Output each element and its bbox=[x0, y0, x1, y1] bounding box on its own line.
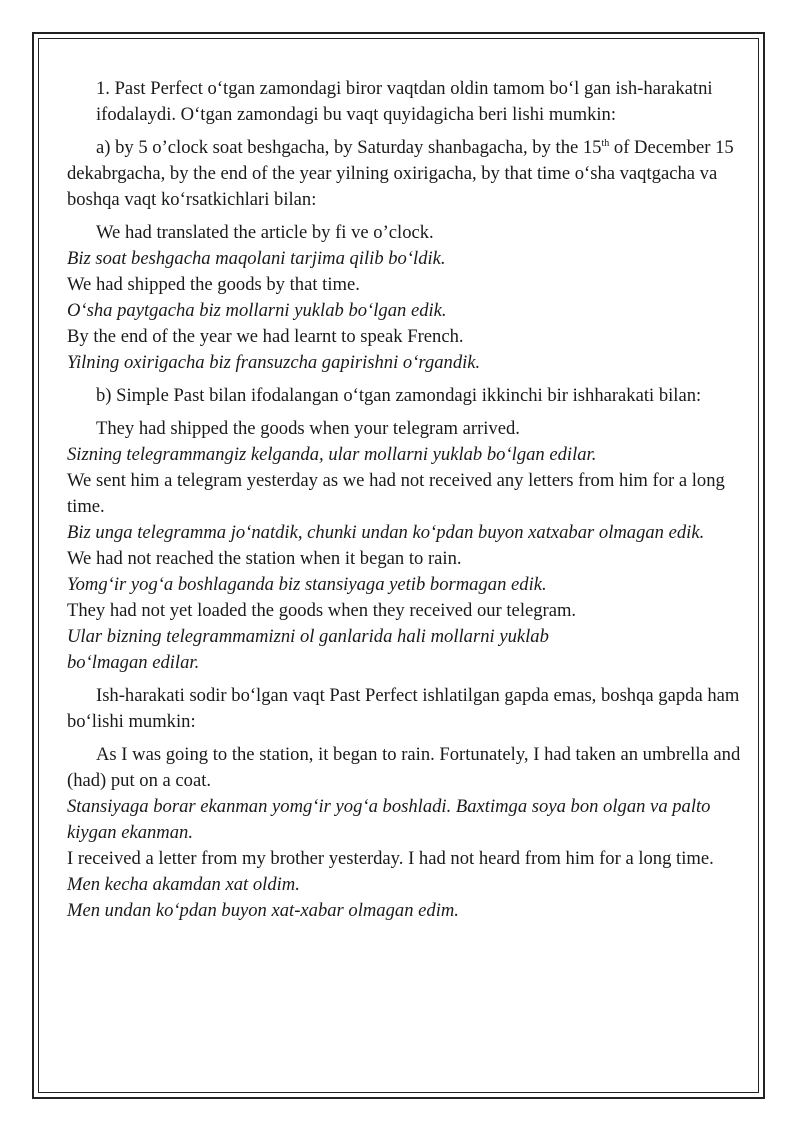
example-uzbek-3: Yilning oxirigacha biz fransuzcha gapirishni o‘rgandik. bbox=[67, 352, 481, 373]
example-uzbek-7-line-2: bo‘lmagan edilar. bbox=[67, 652, 200, 673]
example-english-5: We sent him a telegram yesterday as we had not received any letters from him for a long time. bbox=[67, 470, 725, 517]
example-uzbek-1: Biz soat beshgacha maqolani tarjima qilib bo‘ldik. bbox=[67, 248, 446, 269]
example-english-6: We had not reached the station when it began to rain. bbox=[67, 548, 462, 569]
time-markers-text-end: of December 15 dekabrgacha, by the end of the year yilning oxirigacha, by that time o‘sha vaqtgacha va boshqa vaqt ko‘rsatkichlari bilan: bbox=[67, 137, 734, 210]
example-uzbek-2: O‘sha paytgacha biz mollarni yuklab bo‘lgan edik. bbox=[67, 300, 447, 321]
paragraph-rule-1: 1. Past Perfect o‘tgan zamondagi biror vaqtdan oldin tamom bo‘l gan ish-harakatni ifodalaydi. O‘tgan zamondagi bu vaqt quyidagicha beri lishi mumkin: bbox=[96, 78, 713, 125]
page-content bbox=[67, 76, 743, 924]
example-english-1: We had translated the article by fi ve o’clock. bbox=[96, 222, 434, 243]
example-uzbek-9a: Men kecha akamdan xat oldim. bbox=[67, 874, 300, 895]
example-uzbek-9b: Men undan ko‘pdan buyon xat-xabar olmagan edim. bbox=[67, 900, 459, 921]
example-uzbek-4: Sizning telegrammangiz kelganda, ular mollarni yuklab bo‘lgan edilar. bbox=[67, 444, 597, 465]
example-english-3: By the end of the year we had learnt to speak French. bbox=[67, 326, 464, 347]
time-markers-text-start: a) by 5 o’clock soat beshgacha, by Saturday shanbagacha, by the 15 bbox=[96, 137, 602, 158]
paragraph-time-markers bbox=[67, 135, 743, 213]
example-english-9: I received a letter from my brother yesterday. I had not heard from him for a long time. bbox=[67, 848, 714, 869]
example-uzbek-5: Biz unga telegramma jo‘natdik, chunki undan ko‘pdan buyon xatxabar olmagan edik. bbox=[67, 522, 705, 543]
example-english-4: They had shipped the goods when your telegram arrived. bbox=[96, 418, 520, 439]
example-uzbek-8: Stansiyaga borar ekanman yomg‘ir yog‘a boshladi. Baxtimga soya bon olgan va palto kiygan ekanman. bbox=[67, 796, 711, 843]
paragraph-simple-past: b) Simple Past bilan ifodalangan o‘tgan zamondagi ikkinchi bir ishharakati bilan: bbox=[96, 385, 702, 406]
example-english-8: As I was going to the station, it began to rain. Fortunately, I had taken an umbrella and (had) put on a coat. bbox=[67, 744, 741, 791]
example-uzbek-6: Yomg‘ir yog‘a boshlaganda biz stansiyaga yetib bormagan edik. bbox=[67, 574, 547, 595]
example-english-2: We had shipped the goods by that time. bbox=[67, 274, 360, 295]
example-english-7: They had not yet loaded the goods when they received our telegram. bbox=[67, 600, 577, 621]
ordinal-suffix: th bbox=[601, 137, 610, 149]
paragraph-other-clause: Ish-harakati sodir bo‘lgan vaqt Past Perfect ishlatilgan gapda emas, boshqa gapda ham bo‘lishi mumkin: bbox=[67, 685, 740, 732]
example-uzbek-7-line-1: Ular bizning telegrammamizni ol ganlarida hali mollarni yuklab bbox=[67, 626, 549, 647]
